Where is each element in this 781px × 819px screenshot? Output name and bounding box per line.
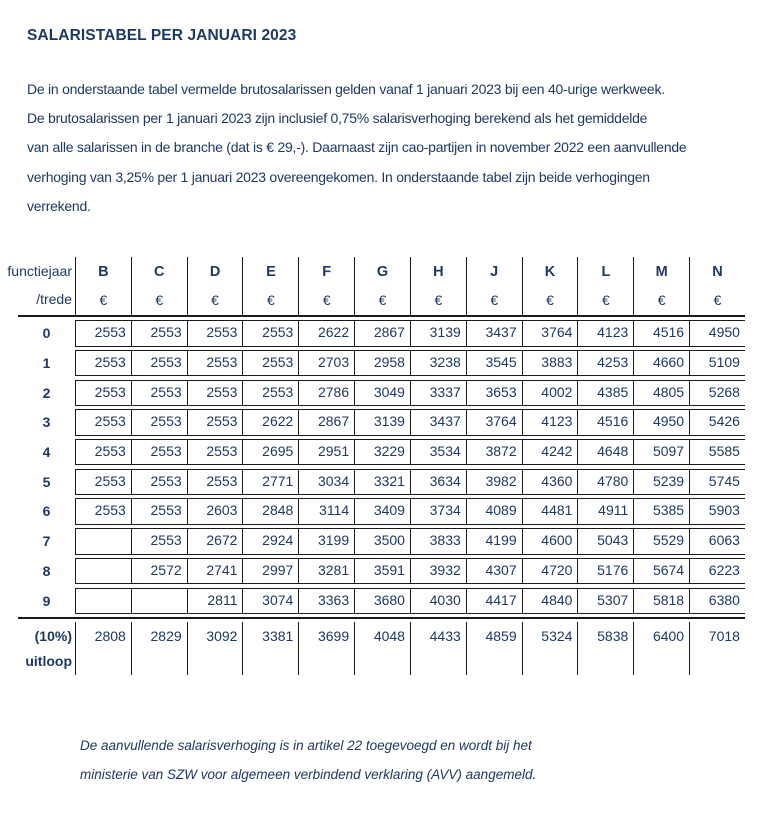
salary-table <box>7 257 745 675</box>
footnote-line: De aanvullende salarisverhoging is in artikel 22 toegevoegd en wordt bij het <box>80 738 532 754</box>
row-cells <box>75 498 745 524</box>
intro-line: van alle salarissen in de branche (dat is € 29,-). Daarnaast zijn cao-partijen in november 2022 een aanvullende <box>27 139 687 156</box>
salary-cell <box>131 588 187 614</box>
salary-cell: 3114 <box>298 498 354 524</box>
outflow-cell: 4433 <box>410 622 466 675</box>
salary-cell: 5385 <box>633 498 689 524</box>
salary-cell: 3982 <box>466 469 522 495</box>
salary-cell: 2553 <box>131 409 187 435</box>
header-rule <box>18 315 745 317</box>
outflow-label <box>18 622 75 675</box>
row-cells <box>75 320 745 346</box>
table-row-0 <box>18 320 745 346</box>
table-row-7 <box>18 528 745 554</box>
salary-cell: 4660 <box>633 350 689 376</box>
salary-cell: 3139 <box>410 320 466 346</box>
salary-cell: 2703 <box>298 350 354 376</box>
row-cells <box>75 409 745 435</box>
salary-cell: 2553 <box>131 469 187 495</box>
salary-cell: 4089 <box>466 498 522 524</box>
salary-cell: 3653 <box>466 380 522 406</box>
salary-cell: 3139 <box>354 409 410 435</box>
salary-cell: 3534 <box>410 439 466 465</box>
salary-cell: 4516 <box>577 409 633 435</box>
salary-cell: 5307 <box>577 588 633 614</box>
currency-symbol: € <box>155 292 164 309</box>
salary-cell: 3363 <box>298 588 354 614</box>
salary-cell: 2553 <box>242 380 298 406</box>
salary-cell: 2553 <box>75 320 131 346</box>
column-letter: M <box>655 264 668 281</box>
salary-cell: 2553 <box>187 350 243 376</box>
row-cells <box>75 380 745 406</box>
column-letter: D <box>209 264 221 281</box>
salary-cell: 4720 <box>522 558 578 584</box>
outflow-cell: 5324 <box>522 622 578 675</box>
table-body <box>18 320 745 614</box>
table-row-6 <box>18 498 745 524</box>
salary-cell: 3883 <box>522 350 578 376</box>
salary-cell: 5239 <box>633 469 689 495</box>
footnote-line: ministerie van SZW voor algemeen verbindend verklaring (AVV) aangemeld. <box>80 767 537 783</box>
row-label: 9 <box>42 592 51 609</box>
salary-cell: 2553 <box>75 439 131 465</box>
salary-cell: 3321 <box>354 469 410 495</box>
intro-paragraph <box>27 75 781 221</box>
row-label: 7 <box>42 533 51 550</box>
salary-cell: 5585 <box>689 439 745 465</box>
column-header-l <box>577 257 633 315</box>
column-header-d <box>187 257 243 315</box>
outflow-cell: 3699 <box>298 622 354 675</box>
salary-cell: 2553 <box>242 320 298 346</box>
salary-cell: 3337 <box>410 380 466 406</box>
salary-cell: 4911 <box>577 498 633 524</box>
salary-cell: 4385 <box>577 380 633 406</box>
salary-cell: 2553 <box>131 380 187 406</box>
currency-symbol: € <box>322 292 331 309</box>
salary-cell: 4253 <box>577 350 633 376</box>
outflow-cell: 4048 <box>354 622 410 675</box>
column-header-h <box>410 257 466 315</box>
salary-cell: 3764 <box>466 409 522 435</box>
salary-cell: 4123 <box>577 320 633 346</box>
footnote <box>80 731 781 789</box>
row-label: 0 <box>42 325 51 342</box>
salary-cell: 3764 <box>522 320 578 346</box>
salary-cell: 3545 <box>466 350 522 376</box>
outflow-cell: 4859 <box>466 622 522 675</box>
row-cells <box>75 558 745 584</box>
salary-cell: 2951 <box>298 439 354 465</box>
salary-cell: 3872 <box>466 439 522 465</box>
salary-cell: 4199 <box>466 528 522 554</box>
salary-cell <box>75 558 131 584</box>
salary-cell: 2553 <box>131 350 187 376</box>
table-row-3 <box>18 409 745 435</box>
intro-line: verhoging van 3,25% per 1 januari 2023 overeengekomen. In onderstaande tabel zijn beide verhogingen <box>27 168 650 185</box>
currency-symbol: € <box>378 292 387 309</box>
salary-cell: 2553 <box>242 350 298 376</box>
salary-cell: 2553 <box>75 498 131 524</box>
column-letter: K <box>544 264 556 281</box>
salary-cell: 5818 <box>633 588 689 614</box>
outflow-rule <box>18 617 745 619</box>
salary-cell: 4123 <box>522 409 578 435</box>
salary-cell: 3500 <box>354 528 410 554</box>
row-label: 3 <box>42 414 51 431</box>
salary-cell: 4805 <box>633 380 689 406</box>
currency-symbol: € <box>211 292 219 309</box>
column-letter: C <box>154 264 165 281</box>
salary-cell: 5268 <box>689 380 745 406</box>
salary-cell: 5529 <box>633 528 689 554</box>
salary-cell: 4780 <box>577 469 633 495</box>
salary-cell: 3049 <box>354 380 410 406</box>
outflow-label-line1: (10%) <box>34 628 72 645</box>
salary-cell: 3229 <box>354 439 410 465</box>
salary-cell: 2553 <box>75 409 131 435</box>
salary-cell: 3932 <box>410 558 466 584</box>
salary-cell: 3634 <box>410 469 466 495</box>
salary-cell: 6223 <box>689 558 745 584</box>
salary-cell: 2553 <box>187 439 243 465</box>
salary-cell: 2553 <box>131 439 187 465</box>
outflow-cell: 2808 <box>75 622 131 675</box>
salary-cell: 4600 <box>522 528 578 554</box>
row-label: 8 <box>42 562 51 579</box>
salary-cell: 2672 <box>187 528 243 554</box>
salary-cell: 2553 <box>187 380 243 406</box>
salary-cell: 3238 <box>410 350 466 376</box>
salary-cell: 3281 <box>298 558 354 584</box>
currency-symbol: € <box>99 292 108 309</box>
outflow-cell: 5838 <box>577 622 633 675</box>
column-letter: N <box>712 264 723 281</box>
currency-symbol: € <box>490 292 499 309</box>
column-letter: J <box>490 264 499 281</box>
table-row-9 <box>18 588 745 614</box>
salary-cell: 2603 <box>187 498 243 524</box>
column-letter: F <box>322 264 332 281</box>
salary-cell: 2958 <box>354 350 410 376</box>
salary-cell: 2553 <box>187 409 243 435</box>
outflow-cell: 6400 <box>633 622 689 675</box>
row-cells <box>75 439 745 465</box>
salary-cell: 3591 <box>354 558 410 584</box>
salary-cell: 3833 <box>410 528 466 554</box>
table-corner-label <box>7 257 75 315</box>
salary-cell: 3437 <box>410 409 466 435</box>
salary-cell: 2811 <box>187 588 243 614</box>
salary-cell: 4950 <box>633 409 689 435</box>
salary-cell: 4360 <box>522 469 578 495</box>
column-header-m <box>633 257 689 315</box>
table-row-8 <box>18 558 745 584</box>
salary-cell: 4417 <box>466 588 522 614</box>
salary-cell: 6063 <box>689 528 745 554</box>
salary-cell: 2553 <box>187 469 243 495</box>
corner-label-line1: functiejaar <box>7 263 72 280</box>
outflow-cell: 3381 <box>242 622 298 675</box>
outflow-cell: 3092 <box>187 622 243 675</box>
column-letter: G <box>376 264 389 281</box>
salary-cell: 2695 <box>242 439 298 465</box>
outflow-cell: 7018 <box>689 622 745 675</box>
salary-cell: 5109 <box>689 350 745 376</box>
salary-cell: 5903 <box>689 498 745 524</box>
salary-cell: 5176 <box>577 558 633 584</box>
salary-cell: 4516 <box>633 320 689 346</box>
column-headers <box>75 257 745 315</box>
outflow-row <box>18 622 745 675</box>
salary-cell: 2553 <box>75 350 131 376</box>
salary-cell: 2848 <box>242 498 298 524</box>
salary-cell: 2572 <box>131 558 187 584</box>
column-header-f <box>298 257 354 315</box>
salary-cell: 5745 <box>689 469 745 495</box>
column-header-g <box>354 257 410 315</box>
salary-cell: 2997 <box>242 558 298 584</box>
currency-symbol: € <box>434 292 443 309</box>
salary-cell: 2553 <box>131 498 187 524</box>
salary-cell: 4840 <box>522 588 578 614</box>
column-header-n <box>689 257 745 315</box>
corner-label-line2: /trede <box>36 291 72 308</box>
row-cells <box>75 588 745 614</box>
salary-cell: 3409 <box>354 498 410 524</box>
row-cells <box>75 469 745 495</box>
salary-cell: 2553 <box>75 380 131 406</box>
table-row-4 <box>18 439 745 465</box>
column-header-b <box>75 257 131 315</box>
salary-cell: 3034 <box>298 469 354 495</box>
column-header-c <box>131 257 187 315</box>
salary-cell: 2771 <box>242 469 298 495</box>
salary-cell: 3074 <box>242 588 298 614</box>
salary-cell: 3680 <box>354 588 410 614</box>
intro-line: De in onderstaande tabel vermelde brutosalarissen gelden vanaf 1 januari 2023 bij een 40-urige werkweek. <box>27 81 665 97</box>
table-row-1 <box>18 350 745 376</box>
salary-cell: 4481 <box>522 498 578 524</box>
column-header-j <box>466 257 522 315</box>
salary-cell: 4648 <box>577 439 633 465</box>
column-header-k <box>522 257 578 315</box>
salary-cell: 2553 <box>131 320 187 346</box>
currency-symbol: € <box>601 292 610 309</box>
table-row-5 <box>18 469 745 495</box>
salary-cell: 2786 <box>298 380 354 406</box>
column-letter: H <box>433 264 444 281</box>
row-cells <box>75 350 745 376</box>
salary-cell: 2867 <box>354 320 410 346</box>
salary-cell: 5097 <box>633 439 689 465</box>
column-letter: B <box>98 264 109 281</box>
salary-cell: 4030 <box>410 588 466 614</box>
salary-cell <box>75 528 131 554</box>
table-row-2 <box>18 380 745 406</box>
table-header-row <box>7 257 745 315</box>
document-page <box>0 27 781 819</box>
currency-symbol: € <box>713 292 722 309</box>
salary-cell <box>75 588 131 614</box>
outflow-cells <box>75 622 745 675</box>
salary-cell: 4242 <box>522 439 578 465</box>
salary-cell: 3437 <box>466 320 522 346</box>
salary-cell: 2553 <box>187 320 243 346</box>
salary-cell: 5426 <box>689 409 745 435</box>
salary-cell: 4002 <box>522 380 578 406</box>
row-cells <box>75 528 745 554</box>
salary-cell: 4950 <box>689 320 745 346</box>
outflow-cell: 2829 <box>131 622 187 675</box>
salary-cell: 2867 <box>298 409 354 435</box>
salary-cell: 4307 <box>466 558 522 584</box>
row-label: 1 <box>42 355 51 371</box>
row-label: 5 <box>42 473 51 490</box>
salary-cell: 3199 <box>298 528 354 554</box>
outflow-label-line2: uitloop <box>25 653 72 670</box>
salary-cell: 2924 <box>242 528 298 554</box>
row-label: 4 <box>42 444 51 461</box>
page-title: SALARISTABEL PER JANUARI 2023 <box>27 27 297 44</box>
salary-cell: 3734 <box>410 498 466 524</box>
salary-cell: 6380 <box>689 588 745 614</box>
row-label: 6 <box>42 503 51 520</box>
salary-cell: 2622 <box>242 409 298 435</box>
currency-symbol: € <box>546 292 554 309</box>
column-letter: E <box>266 264 276 281</box>
currency-symbol: € <box>267 292 275 309</box>
salary-cell: 2553 <box>131 528 187 554</box>
salary-cell: 2622 <box>298 320 354 346</box>
salary-cell: 2741 <box>187 558 243 584</box>
column-letter: L <box>601 264 611 281</box>
salary-cell: 2553 <box>75 469 131 495</box>
column-header-e <box>242 257 298 315</box>
salary-cell: 5674 <box>633 558 689 584</box>
row-label: 2 <box>42 384 51 401</box>
salary-cell: 5043 <box>577 528 633 554</box>
currency-symbol: € <box>657 292 666 309</box>
intro-line: verrekend. <box>27 197 91 214</box>
intro-line: De brutosalarissen per 1 januari 2023 zijn inclusief 0,75% salarisverhoging berekend als het gemiddelde <box>27 110 648 127</box>
